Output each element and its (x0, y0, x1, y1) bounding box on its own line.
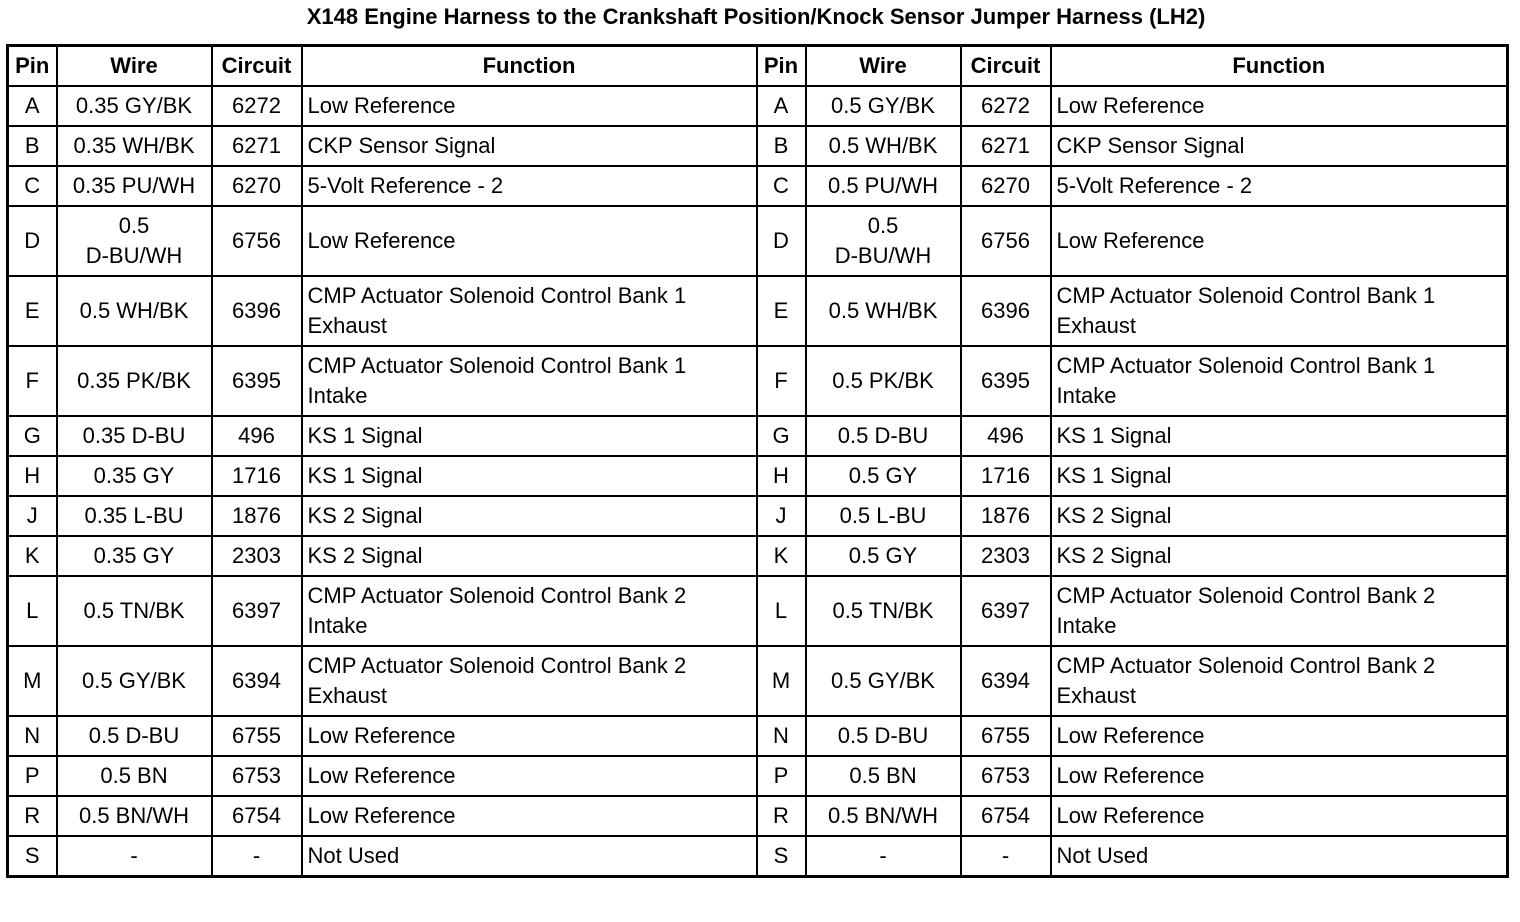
header-circuit-right: Circuit (961, 46, 1051, 87)
circuit-cell-left: 6754 (212, 796, 302, 836)
table-row (8, 126, 1508, 166)
function-cell-right: KS 1 Signal (1051, 416, 1508, 456)
function-cell-right: Not Used (1051, 836, 1508, 877)
pin-cell-left: J (8, 496, 57, 536)
connector-pinout-table (6, 44, 1509, 878)
table-row (8, 756, 1508, 796)
function-cell-left: Not Used (302, 836, 757, 877)
pin-cell-left: M (8, 646, 57, 716)
header-function-right: Function (1051, 46, 1508, 87)
circuit-cell-left: 6753 (212, 756, 302, 796)
circuit-cell-left: 496 (212, 416, 302, 456)
circuit-cell-left: 6755 (212, 716, 302, 756)
pin-cell-right: E (757, 276, 806, 346)
table-row (8, 416, 1508, 456)
function-cell-right: KS 2 Signal (1051, 496, 1508, 536)
pin-cell-right: B (757, 126, 806, 166)
pin-cell-left: F (8, 346, 57, 416)
function-cell-right: Low Reference (1051, 796, 1508, 836)
wire-cell-left: 0.35 PU/WH (57, 166, 212, 206)
table-row (8, 536, 1508, 576)
circuit-cell-left: 6396 (212, 276, 302, 346)
pin-cell-right: S (757, 836, 806, 877)
function-cell-right: CMP Actuator Solenoid Control Bank 1 Exhaust (1051, 276, 1508, 346)
circuit-cell-right: 6394 (961, 646, 1051, 716)
header-pin-right: Pin (757, 46, 806, 87)
header-circuit-left: Circuit (212, 46, 302, 87)
wire-cell-right: - (806, 836, 961, 877)
circuit-cell-left: 6272 (212, 86, 302, 126)
page-title: X148 Engine Harness to the Crankshaft Position/Knock Sensor Jumper Harness (LH2) (306, 4, 1206, 29)
function-cell-right: KS 2 Signal (1051, 536, 1508, 576)
table-row (8, 86, 1508, 126)
wire-cell-right: 0.5 D-BU (806, 716, 961, 756)
wire-cell-left: 0.5 BN/WH (57, 796, 212, 836)
circuit-cell-left: 6397 (212, 576, 302, 646)
circuit-cell-right: 6270 (961, 166, 1051, 206)
circuit-cell-right: 6396 (961, 276, 1051, 346)
function-cell-left: 5-Volt Reference - 2 (302, 166, 757, 206)
circuit-cell-right: 6753 (961, 756, 1051, 796)
header-pin-left: Pin (8, 46, 57, 87)
pin-cell-right: R (757, 796, 806, 836)
wire-cell-right: 0.5 L-BU (806, 496, 961, 536)
function-cell-right: CMP Actuator Solenoid Control Bank 1 Intake (1051, 346, 1508, 416)
wire-cell-right: 0.5 GY/BK (806, 646, 961, 716)
function-cell-right: CMP Actuator Solenoid Control Bank 2 Intake (1051, 576, 1508, 646)
table-body (8, 86, 1508, 877)
circuit-cell-right: 6272 (961, 86, 1051, 126)
table-row (8, 276, 1508, 346)
wire-cell-right: 0.5 D-BU/WH (806, 206, 961, 276)
table-row (8, 836, 1508, 877)
circuit-cell-left: 6395 (212, 346, 302, 416)
function-cell-right: CKP Sensor Signal (1051, 126, 1508, 166)
function-cell-right: Low Reference (1051, 756, 1508, 796)
function-cell-right: Low Reference (1051, 206, 1508, 276)
pin-cell-left: A (8, 86, 57, 126)
function-cell-left: KS 1 Signal (302, 416, 757, 456)
function-cell-right: CMP Actuator Solenoid Control Bank 2 Exhaust (1051, 646, 1508, 716)
wire-cell-left: 0.5 GY/BK (57, 646, 212, 716)
circuit-cell-right: 6271 (961, 126, 1051, 166)
circuit-cell-left: - (212, 836, 302, 877)
pin-cell-right: F (757, 346, 806, 416)
pin-cell-right: G (757, 416, 806, 456)
circuit-cell-right: 496 (961, 416, 1051, 456)
pin-cell-left: K (8, 536, 57, 576)
wire-cell-left: 0.35 WH/BK (57, 126, 212, 166)
circuit-cell-right: 6395 (961, 346, 1051, 416)
function-cell-left: KS 2 Signal (302, 536, 757, 576)
function-cell-left: CMP Actuator Solenoid Control Bank 2 Exhaust (302, 646, 757, 716)
pin-cell-left: H (8, 456, 57, 496)
circuit-cell-left: 2303 (212, 536, 302, 576)
pin-cell-right: L (757, 576, 806, 646)
pin-cell-left: C (8, 166, 57, 206)
circuit-cell-right: 2303 (961, 536, 1051, 576)
wire-cell-left: - (57, 836, 212, 877)
pin-cell-left: P (8, 756, 57, 796)
circuit-cell-right: 1876 (961, 496, 1051, 536)
circuit-cell-left: 6270 (212, 166, 302, 206)
pin-cell-left: L (8, 576, 57, 646)
pin-cell-right: M (757, 646, 806, 716)
pin-cell-right: C (757, 166, 806, 206)
pin-cell-left: G (8, 416, 57, 456)
pin-cell-right: A (757, 86, 806, 126)
wire-cell-right: 0.5 WH/BK (806, 276, 961, 346)
function-cell-left: Low Reference (302, 206, 757, 276)
wire-cell-right: 0.5 WH/BK (806, 126, 961, 166)
table-row (8, 716, 1508, 756)
circuit-cell-right: 6397 (961, 576, 1051, 646)
wire-cell-left: 0.35 PK/BK (57, 346, 212, 416)
function-cell-right: Low Reference (1051, 716, 1508, 756)
function-cell-left: Low Reference (302, 716, 757, 756)
function-cell-left: KS 2 Signal (302, 496, 757, 536)
circuit-cell-right: 6756 (961, 206, 1051, 276)
table-row (8, 166, 1508, 206)
pin-cell-right: J (757, 496, 806, 536)
function-cell-left: CMP Actuator Solenoid Control Bank 1 Intake (302, 346, 757, 416)
table-row (8, 496, 1508, 536)
wire-cell-left: 0.35 L-BU (57, 496, 212, 536)
function-cell-left: CMP Actuator Solenoid Control Bank 2 Intake (302, 576, 757, 646)
wire-cell-right: 0.5 D-BU (806, 416, 961, 456)
pin-cell-left: D (8, 206, 57, 276)
pin-cell-right: K (757, 536, 806, 576)
function-cell-right: Low Reference (1051, 86, 1508, 126)
table-header-row (8, 46, 1508, 87)
wire-cell-right: 0.5 BN (806, 756, 961, 796)
pin-cell-right: H (757, 456, 806, 496)
table-row (8, 456, 1508, 496)
pin-cell-left: R (8, 796, 57, 836)
wire-cell-left: 0.35 D-BU (57, 416, 212, 456)
header-wire-right: Wire (806, 46, 961, 87)
function-cell-left: KS 1 Signal (302, 456, 757, 496)
table-row (8, 796, 1508, 836)
table-row (8, 576, 1508, 646)
pin-cell-left: E (8, 276, 57, 346)
pin-cell-right: P (757, 756, 806, 796)
circuit-cell-left: 1876 (212, 496, 302, 536)
wire-cell-left: 0.5 TN/BK (57, 576, 212, 646)
wire-cell-left: 0.35 GY/BK (57, 86, 212, 126)
wire-cell-left: 0.5 D-BU/WH (57, 206, 212, 276)
table-row (8, 346, 1508, 416)
circuit-cell-left: 6756 (212, 206, 302, 276)
function-cell-left: CMP Actuator Solenoid Control Bank 1 Exhaust (302, 276, 757, 346)
wire-cell-left: 0.35 GY (57, 456, 212, 496)
function-cell-left: Low Reference (302, 86, 757, 126)
circuit-cell-left: 6394 (212, 646, 302, 716)
pin-cell-left: B (8, 126, 57, 166)
table-row (8, 206, 1508, 276)
pin-cell-right: N (757, 716, 806, 756)
circuit-cell-right: 1716 (961, 456, 1051, 496)
circuit-cell-left: 6271 (212, 126, 302, 166)
pin-cell-left: N (8, 716, 57, 756)
table-row (8, 646, 1508, 716)
function-cell-left: Low Reference (302, 796, 757, 836)
header-function-left: Function (302, 46, 757, 87)
wire-cell-left: 0.5 WH/BK (57, 276, 212, 346)
function-cell-right: KS 1 Signal (1051, 456, 1508, 496)
wire-cell-right: 0.5 GY/BK (806, 86, 961, 126)
wire-cell-right: 0.5 PU/WH (806, 166, 961, 206)
wire-cell-right: 0.5 BN/WH (806, 796, 961, 836)
wire-cell-right: 0.5 PK/BK (806, 346, 961, 416)
pin-cell-left: S (8, 836, 57, 877)
wire-cell-left: 0.5 BN (57, 756, 212, 796)
wire-cell-left: 0.5 D-BU (57, 716, 212, 756)
wire-cell-right: 0.5 GY (806, 536, 961, 576)
function-cell-left: CKP Sensor Signal (302, 126, 757, 166)
circuit-cell-left: 1716 (212, 456, 302, 496)
wire-cell-right: 0.5 TN/BK (806, 576, 961, 646)
function-cell-left: Low Reference (302, 756, 757, 796)
circuit-cell-right: - (961, 836, 1051, 877)
circuit-cell-right: 6754 (961, 796, 1051, 836)
header-wire-left: Wire (57, 46, 212, 87)
wire-cell-right: 0.5 GY (806, 456, 961, 496)
pin-cell-right: D (757, 206, 806, 276)
function-cell-right: 5-Volt Reference - 2 (1051, 166, 1508, 206)
circuit-cell-right: 6755 (961, 716, 1051, 756)
wire-cell-left: 0.35 GY (57, 536, 212, 576)
